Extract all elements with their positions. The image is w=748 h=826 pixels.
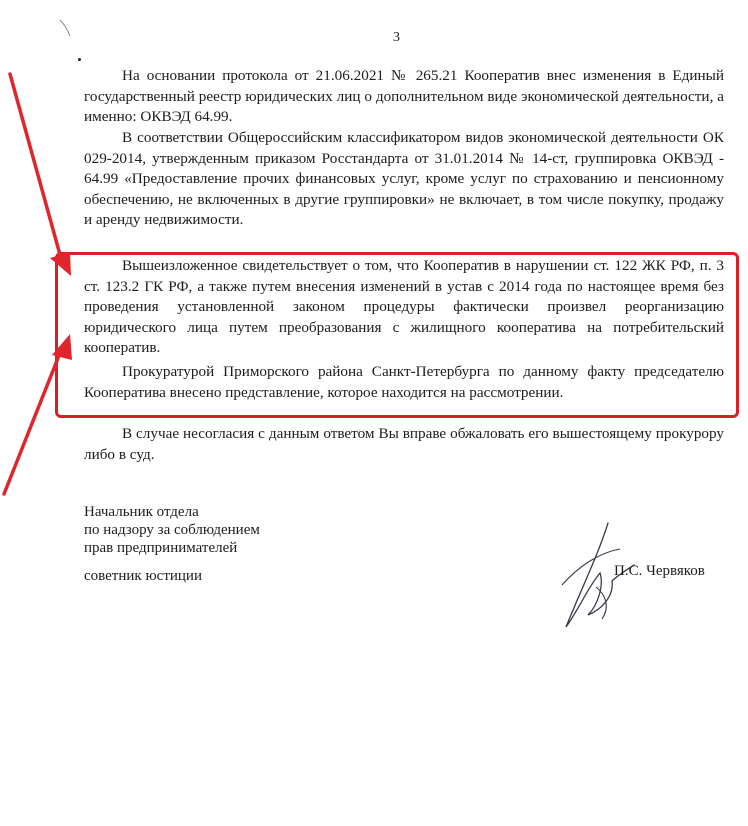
signer-name: П.С. Червяков xyxy=(614,563,705,579)
paragraph-text: Прокуратурой Приморского района Санкт-Петербурга по данному факту председателю Кооператива внесено представление, которое находится на рассмотрении. xyxy=(84,363,724,401)
signatory-position xyxy=(84,503,260,557)
position-line: по надзору за соблюдением xyxy=(84,522,260,538)
signatory-rank: советник юстиции xyxy=(84,568,202,584)
paragraph-text: В случае несогласия с данным ответом Вы вправе обжаловать его вышестоящему прокурору либо в суд. xyxy=(84,425,724,463)
paragraph-text: В соответствии Общероссийским классификатором видов экономической деятельности ОК 029-2014, утвержденным приказом Росстандарта от 31.01.2014 № 14-ст, группировка ОКВЭД - 64.99 «Предоставление прочих финансовых услуг, кроме услуг по страхованию и пенсионному обеспечению, не включенных в другие группировки» не включает, в том числе покупку, продажу и аренду недвижимости. xyxy=(84,129,724,229)
paragraph-text: Вышеизложенное свидетельствует о том, что Кооператив в нарушении ст. 122 ЖК РФ, п. 3 ст. 123.2 ГК РФ, а также путем внесения изменений в устав с 2014 года по настоящее время без проведения установленной законом процедуры фактически произвел реорганизацию юридического лица путем преобразования с жилищного кооператива на потребительский кооператив. xyxy=(84,257,724,357)
position-line: Начальник отдела xyxy=(84,504,199,520)
position-line: прав предпринимателей xyxy=(84,540,238,556)
page-number: 3 xyxy=(393,30,400,45)
arrow-top xyxy=(10,74,71,276)
paragraph-text: На основании протокола от 21.06.2021 № 265.21 Кооператив внес изменения в Единый государственный реестр юридических лиц о дополнительном виде экономической деятельности, а именно: ОКВЭД 64.99. xyxy=(84,67,724,126)
arrow-bottom xyxy=(4,334,72,494)
